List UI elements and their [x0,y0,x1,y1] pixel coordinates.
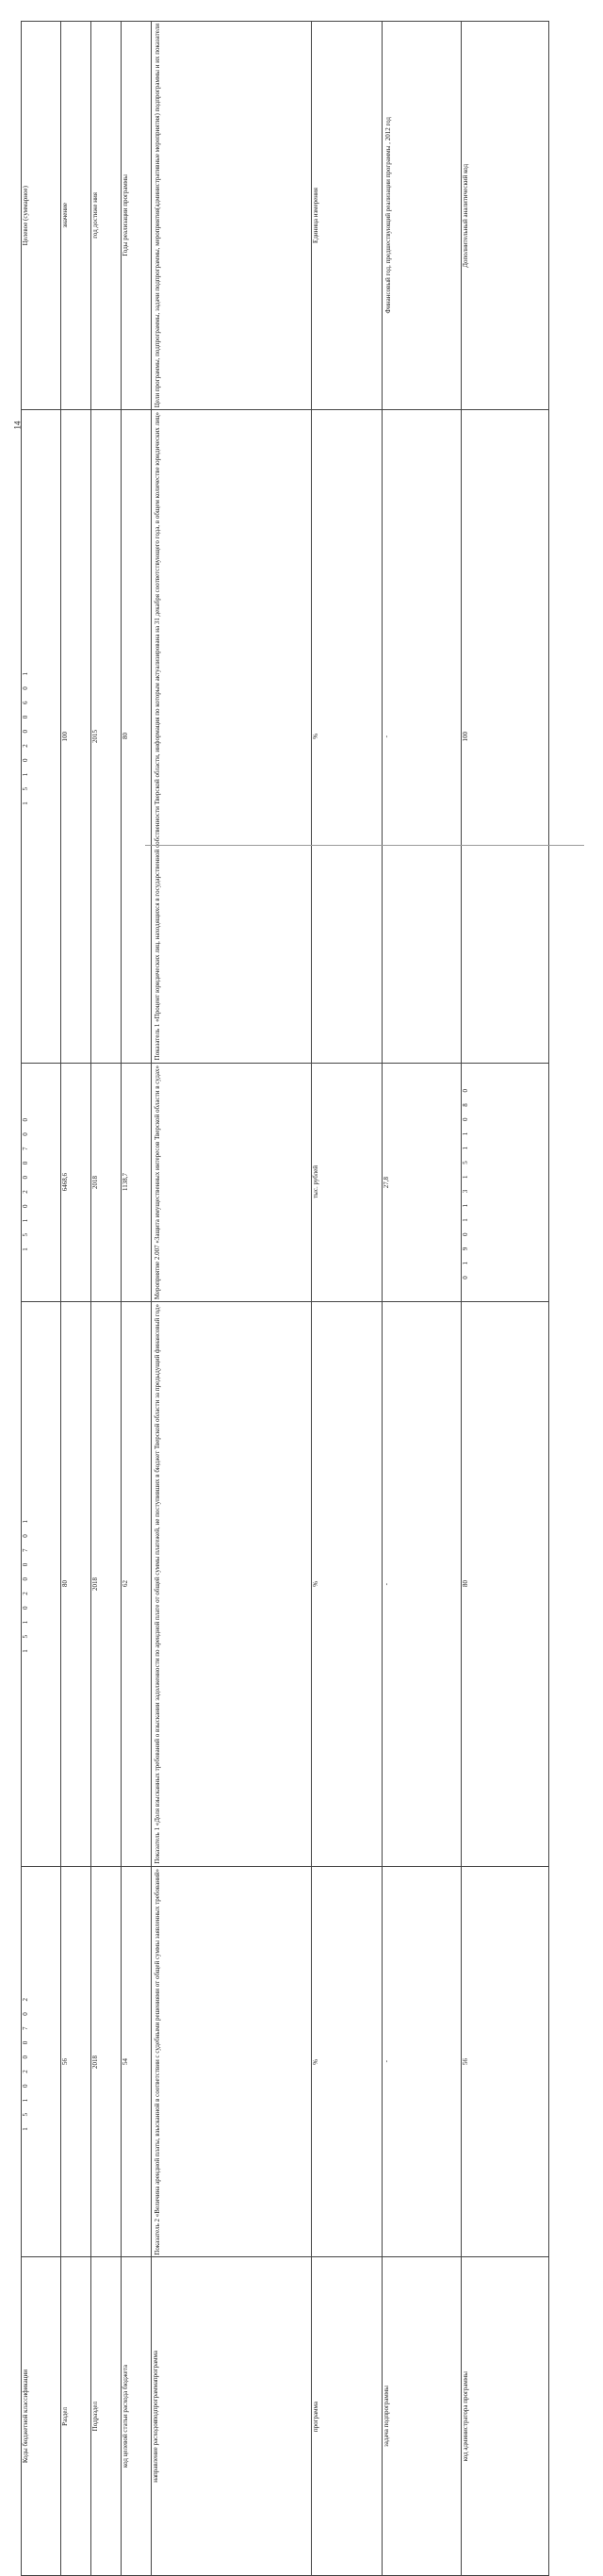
row-3-target-value: 80 [61,1301,91,1866]
header-admin-code: код администратора программы [462,2257,549,2576]
row-4-target-value: 56 [61,1866,91,2257]
header-budget-codes: Коды бюджетной классификации [22,2257,61,2576]
header-code-parts: программа подпрограмма направление расходов [152,2257,312,2576]
row-2-target-value: 6468,6 [61,1063,91,1301]
row-4-value-2018: 56 [462,1866,549,2257]
header-ac-program: программа [312,2257,383,2576]
row-1-unit: % [312,410,383,1063]
header-target-year: год достиже ния [91,22,122,410]
row-2-prev: 27,8 [383,1063,462,1301]
header-target-value: значение [61,22,91,410]
row-3-values: 62 [122,1301,152,1866]
header-goals: Цели программы, подпрограммы, задачи подпрограммы, мероприятия(административные мероприятия) подпрограммы и их показатели [152,22,312,410]
row-1-target-value: 100 [61,410,91,1063]
row-2-unit: тыс. рублей [312,1063,383,1301]
header-years: Годы реализации программы [122,22,152,410]
row-2-admin-code: 0 1 9 0 1 1 3 1 5 1 1 0 8 0 [462,1063,549,1301]
row-1-text: Показатель 1 «Процент юридических лиц, находящихся в государственной собственности Тверской области, информация по которым актуализирована на 31 декабря соответствующего года, в общем количестве юридических лиц» [152,410,312,1063]
row-4-unit: % [312,1866,383,2257]
row-4-prev: - [383,1866,462,2257]
program-table [21,21,548,2484]
row-3-prev: - [383,1301,462,1866]
row-4-values: 54 [122,1866,152,2257]
header-analytic-code: Дополнительный аналитический код [462,22,549,410]
row-4-target-year: 2018 [91,1866,122,2257]
table-row-4: 1 5 1 0 2 0 0 7 0 2 [22,1866,61,2257]
header-target-title: Целевое (суммарное) [22,22,61,410]
page-number: 14 [12,421,23,430]
header-ac-task: задача подпрограммы [383,2257,462,2576]
header-section: Раздел [61,2257,91,2576]
header-subsection: Подраздел [91,2257,122,2576]
row-1-target-year: 2015 [91,410,122,1063]
row-1-values: 80 [122,410,152,1063]
row-2-target-year: 2018 [91,1063,122,1301]
table-row-3: 1 5 1 0 2 0 0 7 0 1 [22,1301,61,1866]
table-row-2: 1 5 1 0 2 0 0 7 0 0 [22,1063,61,1301]
row-3-text: Показатель 1 «Доля взысканных требований о взыскании задолженности по арендной плате от общей суммы платежей, не поступивших в бюджет Тверской области за предыдущий финансовый год» [152,1301,312,1866]
header-prev-year: Финансовый год, предшествующий реализации программы , 2012 год [383,22,462,410]
row-3-unit: % [312,1301,383,1866]
row-4-text: Показатель 2 «Величина арендной платы, взысканной в соответствии с судебными решениями от общей суммы заявленных требований» [152,1866,312,2257]
row-2-text: Мероприятие 2.007 «Защита имущественных интересов Тверской области в судах» [152,1063,312,1301]
row-2-values: 1138,7 [122,1063,152,1301]
row-1-value-2018: 100 [462,410,549,1063]
row-3-target-year: 2018 [91,1301,122,1866]
bottom-rule [145,845,584,846]
row-1-prev: - [383,410,462,1063]
row-3-value-2018: 80 [462,1301,549,1866]
header-unit: Единица измерения [312,22,383,410]
table-row-1: 1 5 1 0 2 0 0 6 0 1 [22,410,61,1063]
header-target-article: код целевой статьи расхода бюджета [122,2257,152,2576]
